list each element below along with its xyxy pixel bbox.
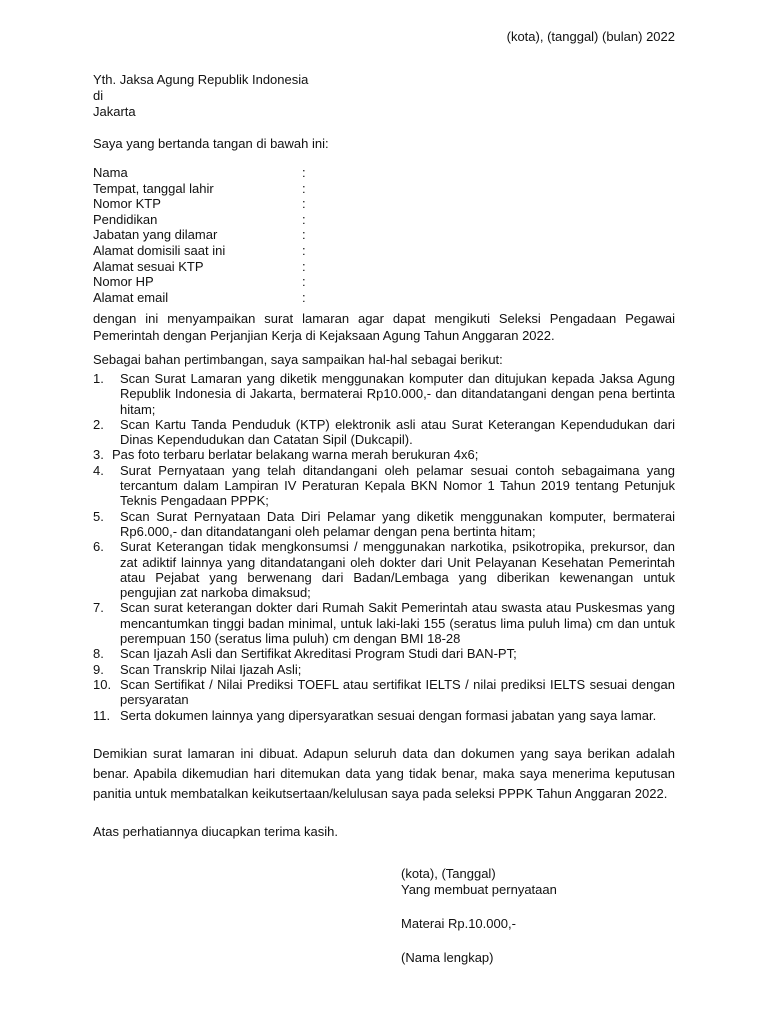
item-text: Surat Pernyataan yang telah ditandangani oleh pelamar sesuai contoh sebagaimana yang tercantum dalam Lampiran IV Peraturan Kepala BKN Nomor 1 Tahun 2019 tentang Petunjuk Teknis Pengadaan PPPK; [120, 462, 675, 509]
item-text: Serta dokumen lainnya yang dipersyaratkan sesuai dengan formasi jabatan yang saya lamar. [120, 707, 657, 723]
field-label: Pendidikan [93, 211, 158, 227]
field-label: Alamat domisili saat ini [93, 242, 226, 258]
item-number: 10. [93, 676, 112, 692]
item-text: Scan Kartu Tanda Penduduk (KTP) elektronik asli atau Surat Keterangan Kependudukan dari Dinas Kependudukan dan Catatan Sipil (Dukcapil). [120, 416, 675, 448]
field-label: Nomor HP [93, 274, 154, 290]
field-label: Jabatan yang dilamar [93, 227, 218, 243]
intro-text: Saya yang bertanda tangan di bawah ini: [93, 136, 329, 151]
list-item [93, 371, 675, 417]
field-label: Alamat email [93, 289, 169, 305]
field-colon: : [302, 165, 306, 180]
closing-paragraph: Demikian surat lamaran ini dibuat. Adapun seluruh data dan dokumen yang saya berikan adalah benar. Apabila dikemudian hari ditemukan data yang tidak benar, maka saya menerima keputusan panitia untuk membatalkan keikutsertaan/kelulusan saya pada seleksi PPPK Tahun Anggaran 2022. [93, 746, 675, 801]
spacer [401, 898, 557, 916]
field-colon: : [302, 242, 306, 258]
field-row [93, 196, 393, 212]
field-row [93, 165, 393, 181]
list-item [93, 463, 675, 509]
field-colon: : [302, 180, 306, 196]
item-text: Scan Sertifikat / Nilai Prediksi TOEFL atau sertifikat IELTS / nilai prediksi IELTS sesuai dengan persyaratan [120, 676, 675, 708]
field-label: Tempat, tanggal lahir [93, 180, 214, 196]
recipient-address [93, 72, 308, 120]
field-colon: : [302, 258, 306, 274]
list-item [93, 509, 675, 540]
field-row [93, 259, 393, 275]
signature-stamp: Materai Rp.10.000,- [401, 916, 516, 931]
recipient-line: Jakarta [93, 104, 136, 119]
signature-block [401, 866, 557, 966]
item-number: 8. [93, 646, 104, 662]
field-colon: : [302, 227, 306, 243]
field-row [93, 227, 393, 243]
item-number: 7. [93, 600, 104, 616]
item-text: Pas foto terbaru berlatar belakang warna merah berukuran 4x6; [112, 447, 479, 463]
field-row [93, 290, 393, 306]
item-text: Scan Transkrip Nilai Ijazah Asli; [120, 661, 302, 677]
item-number: 1. [93, 371, 104, 386]
list-item [93, 600, 675, 646]
list-item [93, 646, 675, 661]
field-colon: : [302, 289, 306, 305]
list-item [93, 447, 675, 462]
list-item [93, 539, 675, 600]
field-colon: : [302, 274, 306, 290]
recipient-line: Yth. Jaksa Agung Republik Indonesia [93, 72, 309, 87]
letter-date: (kota), (tanggal) (bulan) 2022 [506, 29, 675, 44]
spacer [401, 932, 557, 950]
item-text: Scan surat keterangan dokter dari Rumah Sakit Pemerintah atau swasta atau Puskesmas yang mencantumkan tinggi badan minimal, untuk laki-laki 155 (seratus lima puluh lima) cm dan untuk perempuan 150 (seratus lima puluh) cm dengan BMI 18-28 [120, 600, 675, 647]
field-colon: : [302, 211, 306, 227]
list-item [93, 662, 675, 677]
item-number: 2. [93, 416, 104, 432]
item-text: Surat Keterangan tidak mengkonsumsi / menggunakan narkotika, psikotropika, prekursor, dan zat adiktif lainnya yang ditandatangani oleh dokter dari Unit Pelayanan Kesehatan Pemerintah atau Pejabat yang berwenang dari Badan/Lembaga yang diberikan kewenangan untuk pengujian zat narkoba dimaksud; [120, 539, 675, 601]
item-number: 9. [93, 661, 104, 677]
thanks-text: Atas perhatiannya diucapkan terima kasih. [93, 824, 338, 839]
signature-role: Yang membuat pernyataan [401, 882, 557, 897]
field-label: Alamat sesuai KTP [93, 258, 204, 274]
signature-place-date: (kota), (Tanggal) [401, 866, 496, 881]
item-number: 3. [93, 447, 104, 463]
field-colon: : [302, 196, 306, 212]
field-row [93, 274, 393, 290]
list-item [93, 417, 675, 448]
item-text: Scan Ijazah Asli dan Sertifikat Akreditasi Program Studi dari BAN-PT; [120, 646, 517, 662]
item-number: 6. [93, 539, 104, 555]
field-row [93, 181, 393, 197]
recipient-line: di [93, 88, 104, 103]
applicant-fields [93, 165, 393, 305]
field-row [93, 243, 393, 259]
item-number: 4. [93, 462, 104, 478]
field-label: Nomor KTP [93, 196, 161, 212]
list-item [93, 708, 675, 723]
application-paragraph: dengan ini menyampaikan surat lamaran agar dapat mengikuti Seleksi Pengadaan Pegawai Pemerintah dengan Perjanjian Kerja di Kejaksaan Agung Tahun Anggaran 2022. [93, 311, 675, 343]
field-row [93, 212, 393, 228]
item-number: 11. [93, 707, 111, 723]
list-intro: Sebagai bahan pertimbangan, saya sampaikan hal-hal sebagai berikut: [93, 352, 503, 367]
list-item [93, 677, 675, 708]
signature-name: (Nama lengkap) [401, 950, 494, 965]
item-text: Scan Surat Pernyataan Data Diri Pelamar yang diketik menggunakan komputer, bermaterai Rp6.000,- dan ditandatangani oleh pelamar dengan pena bertinta hitam; [120, 508, 675, 539]
item-text: Scan Surat Lamaran yang diketik menggunakan komputer dan ditujukan kepada Jaksa Agung Republik Indonesia di Jakarta, bermaterai Rp10.000,- dan ditandatangani dengan pena bertinta hitam; [120, 371, 675, 417]
field-label: Nama [93, 165, 128, 180]
item-number: 5. [93, 508, 104, 524]
requirements-list [93, 371, 675, 723]
